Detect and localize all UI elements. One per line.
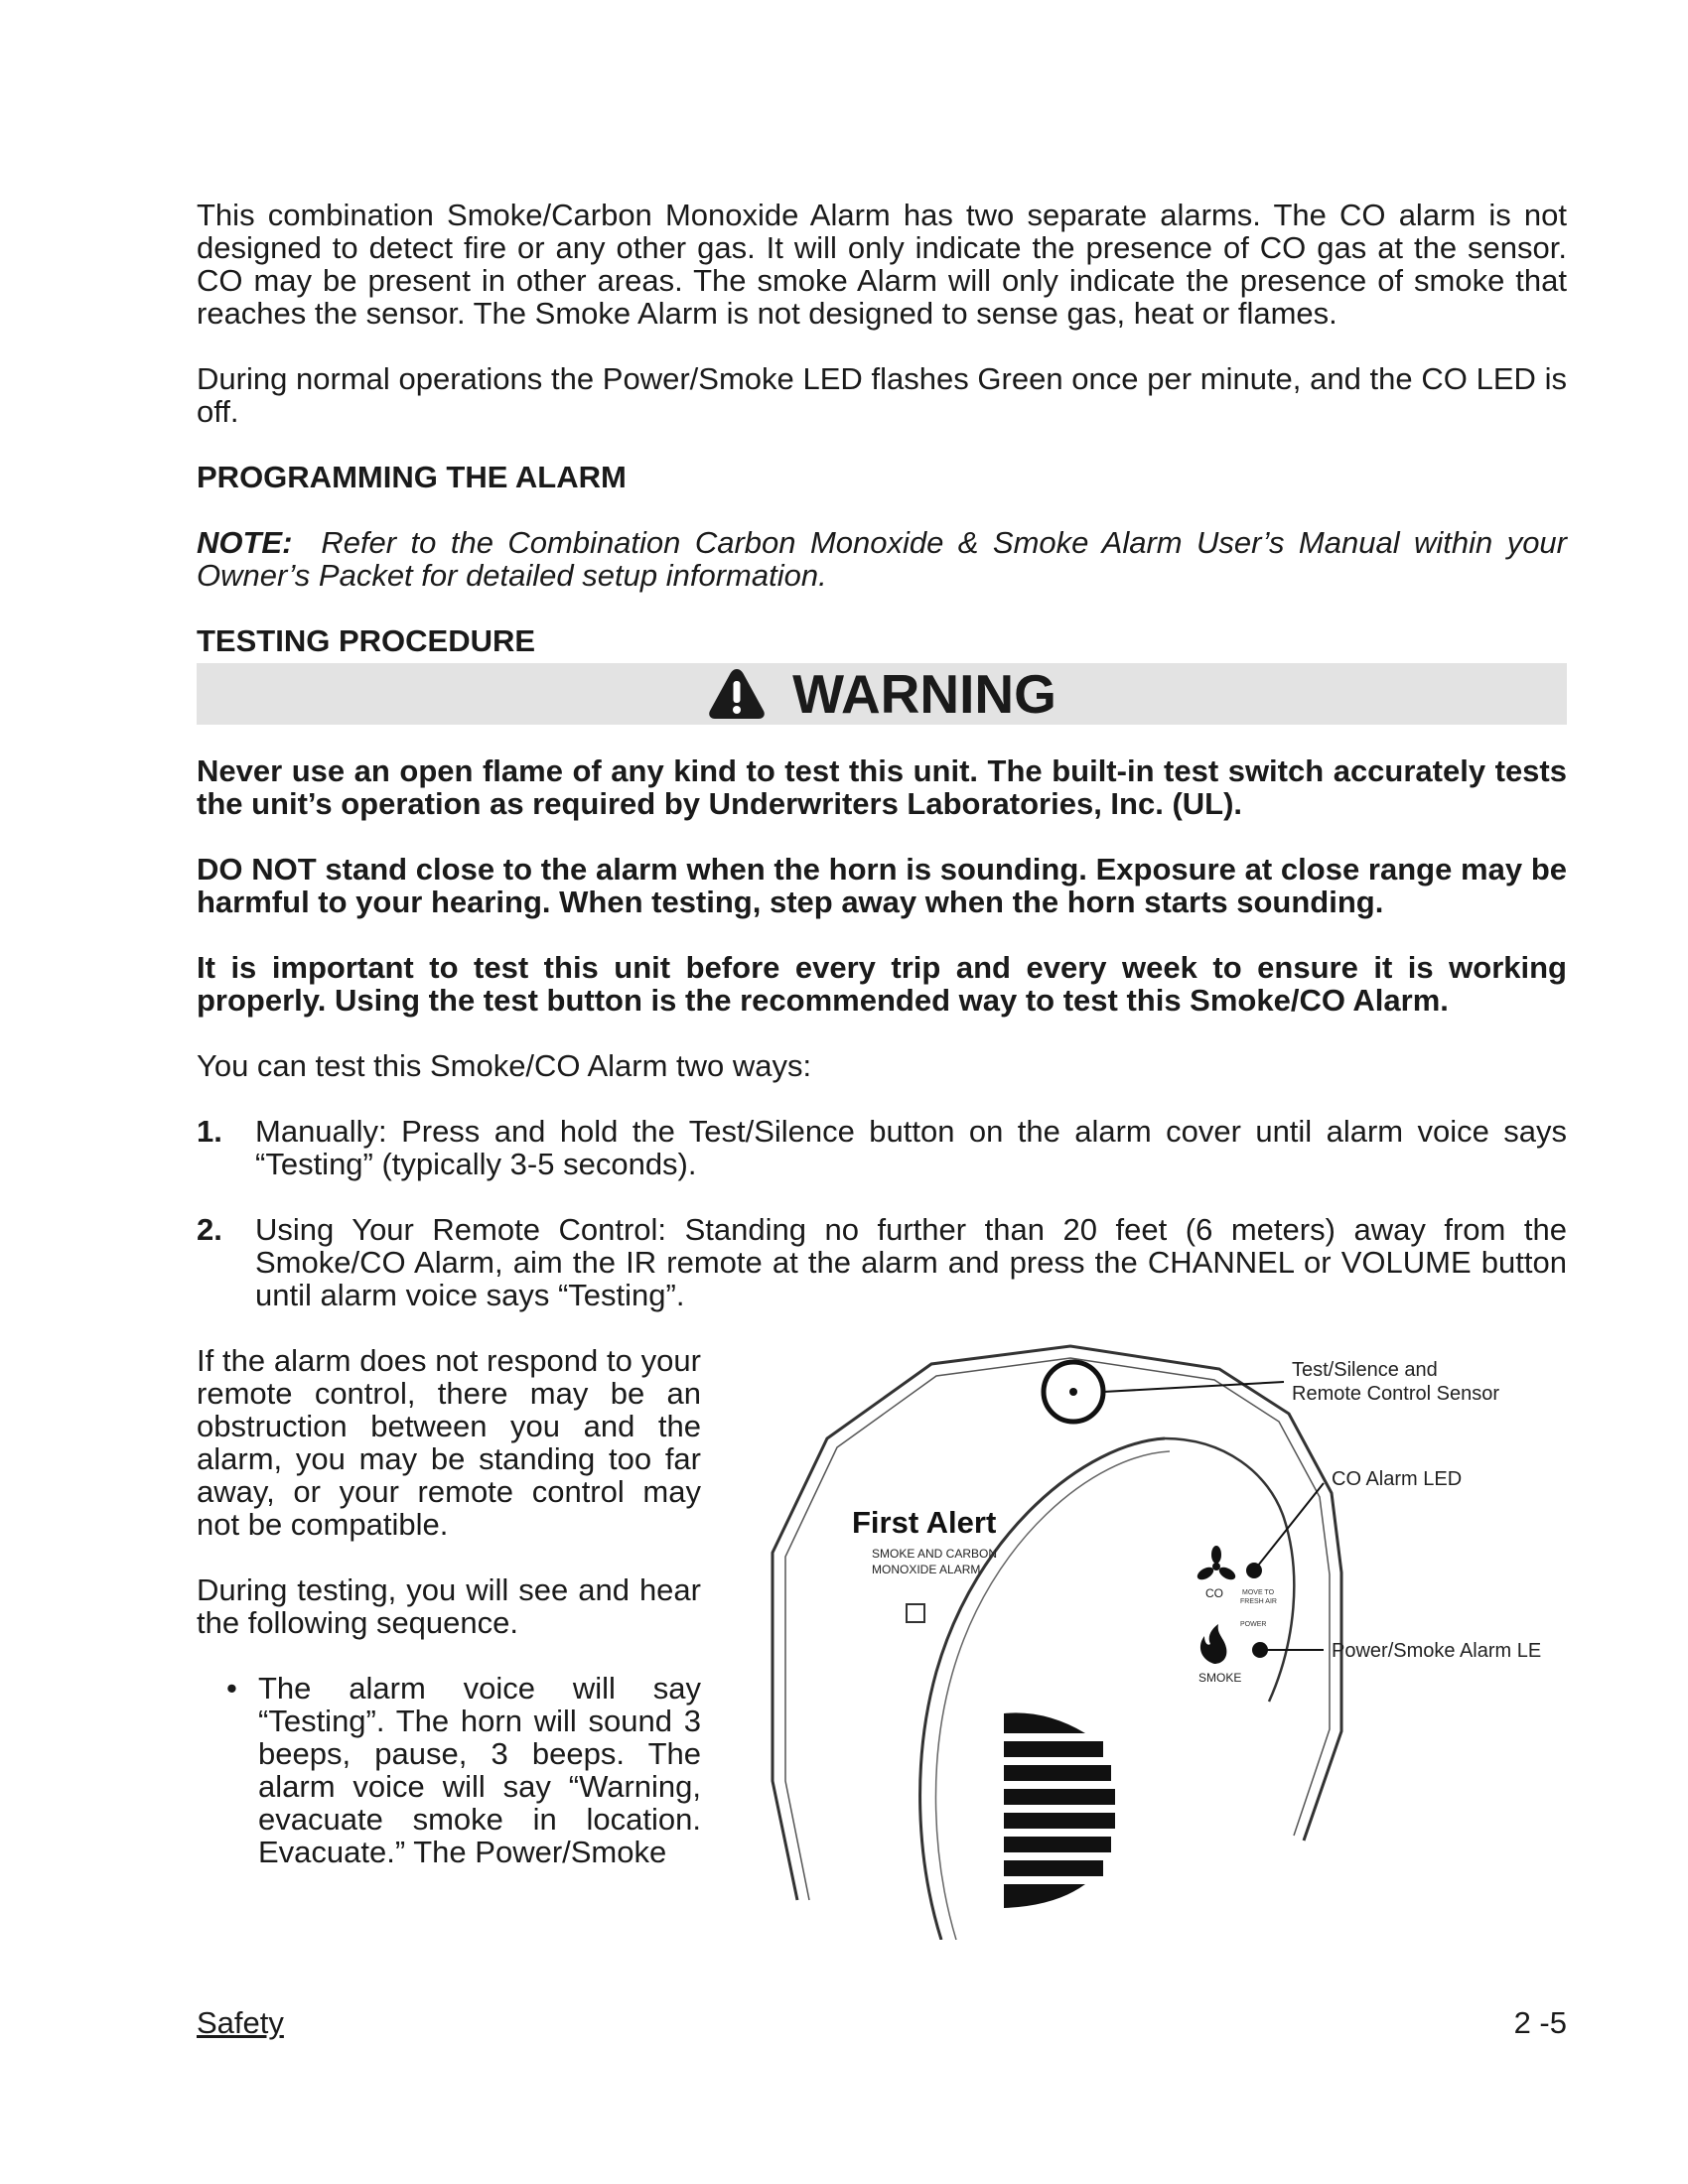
callout-line — [1254, 1483, 1324, 1570]
left-column — [197, 1344, 701, 1868]
footer-section-link[interactable]: Safety — [197, 2005, 284, 2040]
flame-icon — [1200, 1624, 1226, 1664]
callout-line — [1103, 1382, 1284, 1392]
alarm-diagram — [768, 1344, 1572, 1940]
during-testing-paragraph: During testing, you will see and hear the following sequence. — [197, 1572, 701, 1640]
warning-paragraph: Never use an open flame of any kind to test this unit. The built-in test switch accurately tests the unit’s operation as required by Underwriters Laboratories, Inc. (UL). — [197, 753, 1567, 821]
intro-paragraph-2: During normal operations the Power/Smoke LED flashes Green once per minute, and the CO LED is off. — [197, 361, 1567, 429]
testing-intro: You can test this Smoke/CO Alarm two ways: — [197, 1048, 812, 1083]
warning-label: WARNING — [792, 663, 1056, 725]
brand-logo: First Alert — [852, 1505, 997, 1540]
warning-banner — [197, 663, 1567, 725]
programming-note — [197, 526, 1567, 592]
step-number: 1. — [197, 1114, 222, 1149]
warning-paragraph: It is important to test this unit before every trip and every week to ensure it is working properly. Using the test button is the recommended way to test this Smoke/CO Alarm. — [197, 950, 1567, 1018]
no-response-paragraph: If the alarm does not respond to your remote control, there may be an obstruction between you and the alarm, you may be standing too far away, or your remote control may not be compatible. — [197, 1343, 701, 1542]
step-text: Using Your Remote Control: Standing no further than 20 feet (6 meters) away from the Smoke/CO Alarm, aim the IR remote at the alarm and press the CHANNEL or VOLUME button until alarm voice says “Testing”. — [255, 1212, 1567, 1312]
list-item — [197, 1115, 1567, 1180]
warning-paragraph: DO NOT stand close to the alarm when the horn is sounding. Exposure at close range may be harmful to your hearing. When testing, step away when the horn starts sounding. — [197, 852, 1567, 919]
smoke-label: SMOKE — [1198, 1671, 1242, 1685]
testing-steps-list — [197, 1115, 1567, 1311]
manual-page — [197, 199, 1567, 1940]
indicator-square — [907, 1604, 924, 1622]
note-text: Refer to the Combination Carbon Monoxide & Smoke Alarm User’s Manual within your Owner’s Packet for detailed setup information. — [197, 525, 1567, 593]
testing-heading: TESTING PROCEDURE — [197, 623, 536, 658]
callout-co-led: CO Alarm LED — [1332, 1468, 1463, 1490]
power-label: POWER — [1240, 1621, 1267, 1628]
co-led-caption: MOVE TO — [1242, 1589, 1275, 1596]
step-number: 2. — [197, 1212, 222, 1247]
callout-test-silence: Remote Control Sensor — [1292, 1383, 1499, 1405]
callout-test-silence: Test/Silence and — [1292, 1359, 1438, 1381]
brand-subtitle: MONOXIDE ALARM — [872, 1563, 981, 1576]
list-item — [197, 1213, 1567, 1311]
bullet-icon: • — [226, 1671, 237, 1706]
testing-two-column — [197, 1344, 1567, 1940]
page-number: 2 -5 — [1513, 2005, 1567, 2040]
intro-paragraph-1: This combination Smoke/Carbon Monoxide Alarm has two separate alarms. The CO alarm is not designed to detect fire or any other gas. It will only indicate the presence of CO gas at the sensor. CO may be present in other areas. The smoke Alarm will only indicate the presence of smoke that reaches the sensor. The Smoke Alarm is not designed to sense gas, heat or flames. — [197, 198, 1567, 331]
note-label: NOTE: — [197, 525, 293, 560]
programming-heading: PROGRAMMING THE ALARM — [197, 460, 627, 494]
co-led-caption: FRESH AIR — [1240, 1598, 1277, 1605]
step-text: Manually: Press and hold the Test/Silence button on the alarm cover until alarm voice says “Testing” (typically 3-5 seconds). — [255, 1114, 1567, 1181]
brand-subtitle: SMOKE AND CARBON — [872, 1547, 998, 1561]
callout-power-smoke-led: Power/Smoke Alarm LE — [1332, 1640, 1542, 1662]
warning-triangle-icon — [707, 667, 767, 721]
list-item — [197, 1672, 701, 1868]
co-fan-icon — [1196, 1546, 1238, 1582]
bullet-text: The alarm voice will say “Testing”. The horn will sound 3 beeps, pause, 3 beeps. The alarm voice will say “Warning, evacuate smoke in location. Evacuate.” The Power/Smoke — [258, 1671, 701, 1869]
co-label: CO — [1205, 1586, 1223, 1600]
horn-grille — [1004, 1712, 1115, 1908]
